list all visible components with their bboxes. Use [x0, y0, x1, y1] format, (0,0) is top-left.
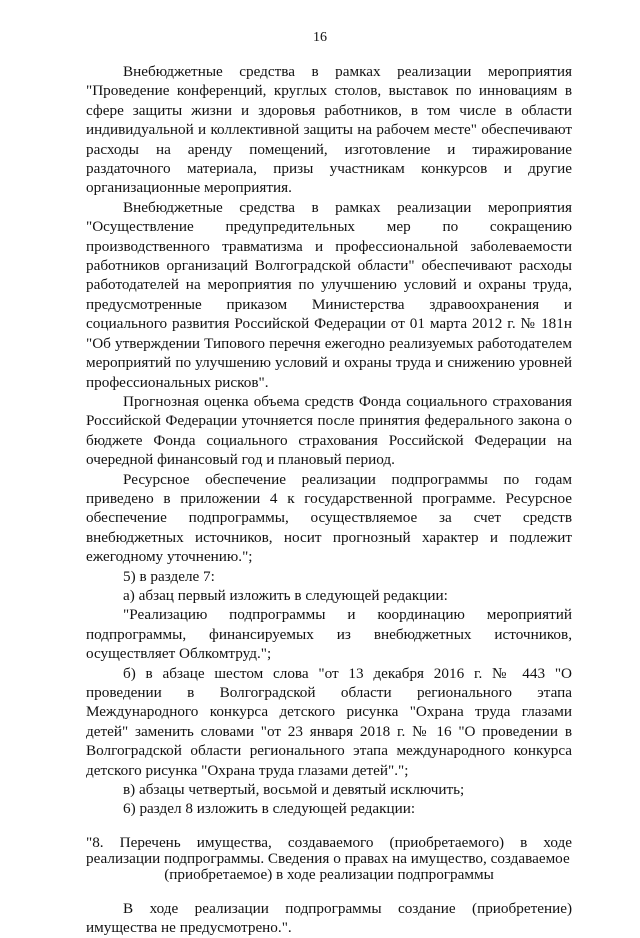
paragraph-item-5: 5) в разделе 7: [123, 567, 215, 585]
section-8-body: В ходе реализации подпрограммы создание (приобретение) имущества не предусмотрено.". [86, 899, 572, 937]
paragraph-item-5a: а) абзац первый изложить в следующей редакции: [123, 586, 448, 604]
paragraph-forecast-estimate: Прогнозная оценка объема средств Фонда социального страхования Российской Федерации уточняется после принятия федерального закона о бюджете Фонда социального страхования Российской Федерации на очередной финансовый год и плановый период. [86, 392, 572, 469]
paragraph-extrabudgetary-preventive-measures: Внебюджетные средства в рамках реализации мероприятия "Осуществление предупредительных мер по сокращению производственного травматизма и профессиональной заболеваемости работников организаций Волгоградской области" обеспечивают расходы работодателей на мероприятия по улучшению условий и охраны труда, предусмотренные приказом Министерства здравоохранения и социального развития Российской Федерации от 01 марта 2012 г. № 181н "Об утверждении Типового перечня ежегодно реализуемых работодателем мероприятий по улучшению условий и охраны труда и снижению уровней профессиональных рисков". [86, 198, 572, 391]
paragraph-extrabudgetary-conferences: Внебюджетные средства в рамках реализации мероприятия "Проведение конференций, круглых столов, выставок по инновациям в сфере защиты жизни и здоровья работников, в том числе в области индивидуальной и коллективной защиты на рабочем месте" обеспечивают расходы на аренду помещений, изготовление и тиражирование раздаточного материала, призы участникам конкурсов и другие организационные мероприятия. [86, 63, 572, 197]
paragraph-item-5c: в) абзацы четвертый, восьмой и девятый исключить; [123, 781, 465, 799]
paragraph-quote-implementation: "Реализацию подпрограммы и координацию мероприятий подпрограммы, финансируемых из внебюджетных источников, осуществляет Облкомтруд."; [86, 606, 572, 663]
section-8-heading [86, 835, 572, 883]
section-8-heading-line-1: "8. Перечень имущества, создаваемого (приобретаемого) в ходе реализации подпрограммы. Сведения о правах на имущество, создаваемое [86, 833, 572, 867]
section-8-heading-line-2: (приобретаемое) в ходе реализации подпрограммы [164, 865, 494, 883]
paragraph-item-6: 6) раздел 8 изложить в следующей редакции: [123, 800, 416, 818]
document-body [86, 62, 572, 938]
page-number: 16 [313, 30, 327, 45]
paragraph-resource-support: Ресурсное обеспечение реализации подпрограммы по годам приведено в приложении 4 к государственной программе. Ресурсное обеспечение подпрограммы, осуществляемое за счет средств внебюджетных источников, носит прогнозный характер и подлежит ежегодному уточнению."; [86, 470, 572, 566]
paragraph-item-5b: б) в абзаце шестом слова "от 13 декабря 2016 г. № 443 "О проведении в Волгоградской области регионального этапа Международного конкурса детского рисунка "Охрана труда глазами детей" заменить словами "от 23 января 2018 г. № 16 "О проведении в Волгоградской области регионального этапа международного конкурса детского рисунка "Охрана труда глазами детей"."; [86, 664, 572, 779]
